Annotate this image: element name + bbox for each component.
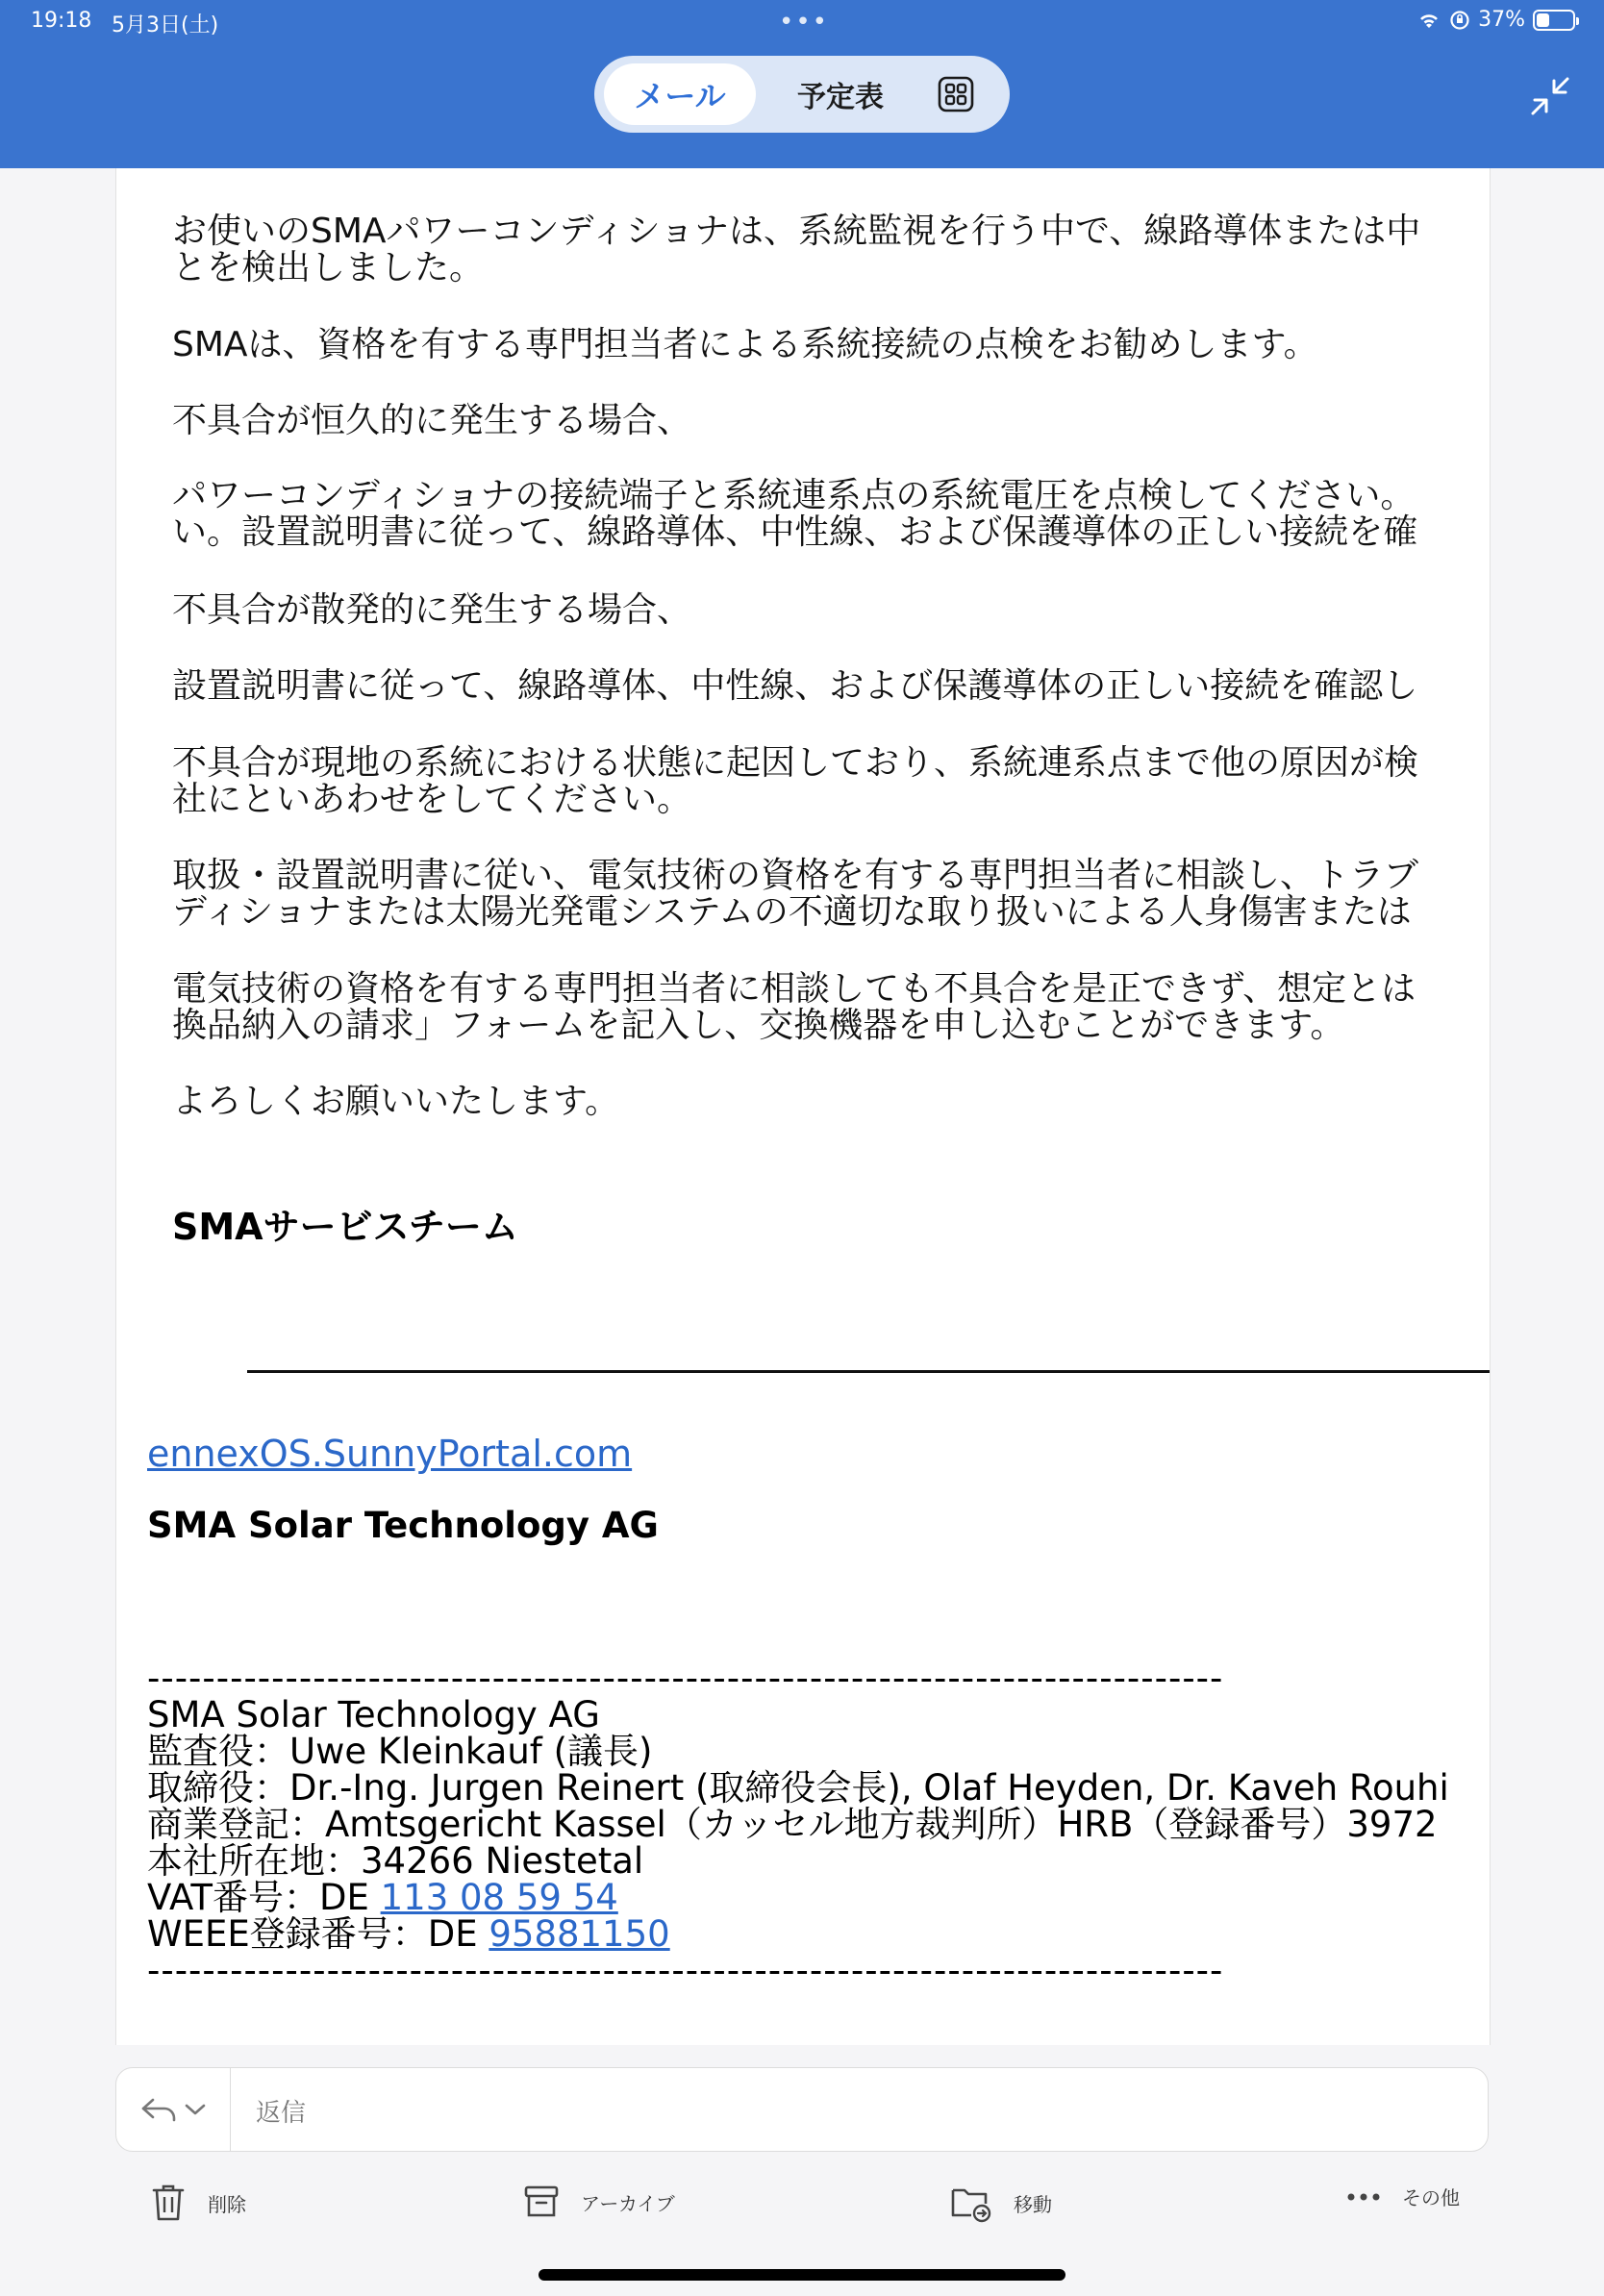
orientation-lock-icon [1449,10,1470,31]
body-line: 不具合が恒久的に発生する場合、 [172,401,692,440]
trash-icon [150,2183,187,2223]
body-line: お使いのSMAパワーコンディショナは、系統監視を行う中で、線路導体または中 [172,212,1421,251]
body-line: 換品納入の請求」フォームを記入し、交換機器を申し込むことができます。 [172,1006,1345,1045]
footer-hq: 本社所在地：34266 Niestetal [147,1840,644,1882]
body-line: 不具合が現地の系統における状態に起因しており、系統連系点まで他の原因が検 [172,743,1419,783]
move-button[interactable] [950,2183,1052,2223]
tab-mail[interactable]: メール [604,63,756,125]
body-line: 電気技術の資格を有する専門担当者に相談しても不具合を是正できず、想定とは [172,969,1416,1009]
body-line: SMAは、資格を有する専門担当者による系統接続の点検をお勧めします。 [172,325,1318,364]
top-bar [0,0,1604,168]
reply-icon [139,2095,178,2124]
footer-dashes: ------------------------------------------------------------------------------ [147,1950,1224,1991]
vat-link[interactable]: 113 08 59 54 [380,1877,618,1918]
footer-registry: 商業登記：Amtsgericht Kassel（カッセル地方裁判所）HRB（登録番号）3972 [147,1804,1438,1845]
wifi-icon [1416,11,1441,30]
body-line: 社にといあわせをしてください。 [172,780,692,819]
delete-button[interactable] [150,2183,246,2223]
footer-weee [147,1913,1449,1955]
vat-label: VAT番号：DE [147,1877,381,1918]
chevron-down-icon [184,2102,207,2117]
weee-link[interactable]: 95881150 [489,1913,670,1955]
body-line: ディショナまたは太陽光発電システムの不適切な取り扱いによる人身傷害または [172,892,1412,932]
footer-dashes: ------------------------------------------------------------------------------ [147,1658,1224,1699]
archive-label: アーカイブ [581,2191,675,2215]
reply-input[interactable]: 返信 [256,2099,307,2128]
divider [247,1370,1491,1373]
battery-fill [1537,13,1549,27]
reply-options-button[interactable] [116,2068,231,2151]
move-folder-icon [950,2183,992,2223]
delete-label: 削除 [208,2192,246,2216]
body-line: 取扱・設置説明書に従い、電気技術の資格を有する専門担当者に相談し、トラブ [172,856,1419,895]
footer-vat [147,1877,1449,1918]
body-line: よろしくお願いいたします。 [172,1082,620,1121]
more-button[interactable] [1346,2183,1460,2210]
battery-icon [1533,10,1575,31]
body-line: 不具合が散発的に発生する場合、 [172,590,692,630]
archive-icon [523,2183,560,2221]
apps-grid-icon[interactable] [937,75,975,113]
signature-team: SMAサービスチーム [172,1206,518,1248]
multitasking-dots-icon[interactable]: ••• [779,8,830,37]
weee-label: WEEE登録番号：DE [147,1913,489,1955]
home-indicator[interactable] [539,2269,1065,2281]
reply-bar [115,2067,1489,2152]
more-label: その他 [1402,2186,1460,2209]
status-time: 19:18 [31,9,92,33]
company-name: SMA Solar Technology AG [147,1505,659,1546]
collapse-icon[interactable] [1527,73,1573,119]
footer-company: SMA Solar Technology AG [147,1694,600,1735]
footer-supervisory: 監査役：Uwe Kleinkauf (議長) [147,1731,653,1772]
body-line: とを検出しました。 [172,248,485,287]
body-line: パワーコンディショナの接続端子と系統連系点の系統電圧を点検してください。 [172,476,1416,515]
move-label: 移動 [1014,2192,1052,2216]
portal-link[interactable]: ennexOS.SunnyPortal.com [147,1433,633,1475]
more-dots-icon [1346,2192,1381,2202]
body-line: 設置説明書に従って、線路導体、中性線、および保護導体の正しい接続を確認し [172,666,1418,706]
status-date: 5月3日(土) [112,13,219,37]
battery-percent: 37% [1478,8,1525,32]
legal-footer [147,1660,1449,1989]
tab-calendar[interactable]: 予定表 [797,81,884,114]
body-line: い。設置説明書に従って、線路導体、中性線、および保護導体の正しい接続を確 [172,512,1418,552]
status-icons [1416,8,1575,32]
app-switcher [594,56,1010,133]
footer-board: 取締役：Dr.-Ing. Jurgen Reinert (取締役会長), Olaf Heyden, Dr. Kaveh Rouhi [147,1767,1449,1809]
archive-button[interactable] [523,2183,675,2221]
message-card [115,168,1491,2045]
